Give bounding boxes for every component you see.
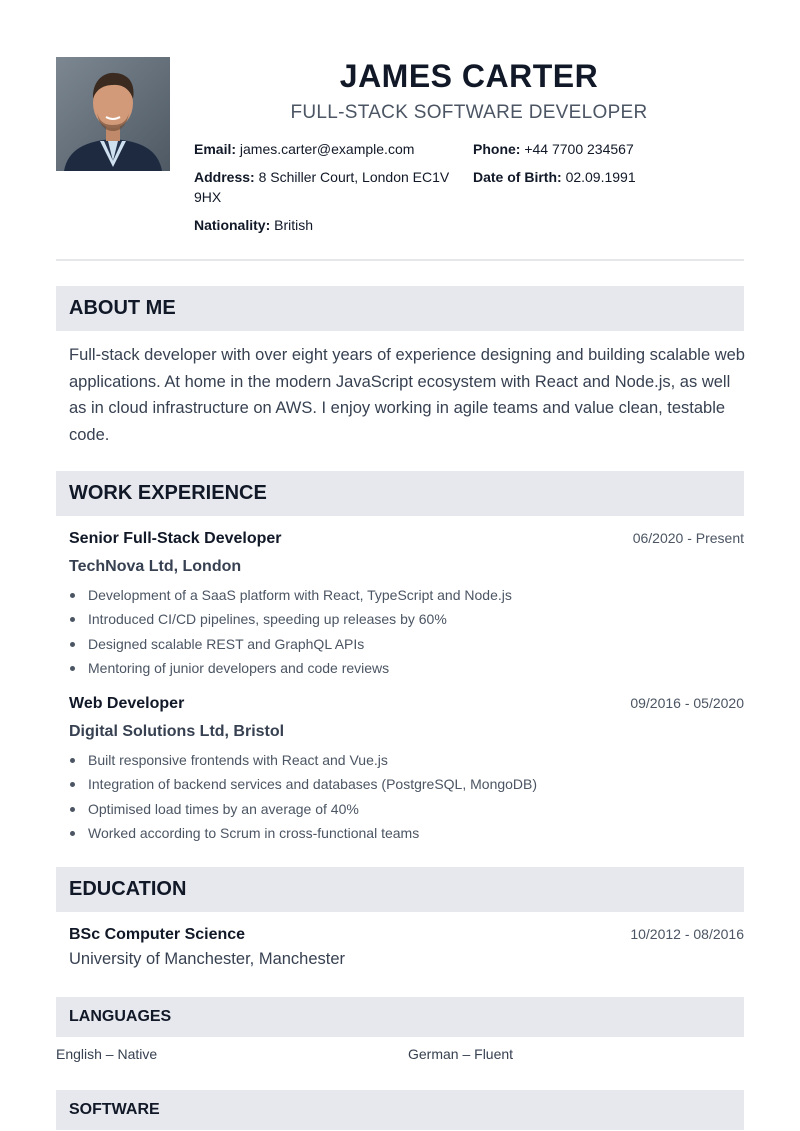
job-bullet: Designed scalable REST and GraphQL APIs (69, 632, 512, 656)
contact-phone (473, 139, 634, 159)
section-heading-education: EDUCATION (56, 867, 744, 912)
phone-value: +44 7700 234567 (524, 141, 634, 157)
contact-dob (473, 167, 636, 187)
contact-address (194, 167, 466, 207)
section-heading-experience: WORK EXPERIENCE (56, 471, 744, 516)
education-school: University of Manchester, Manchester (69, 950, 346, 968)
dob-label: Date of Birth: (473, 169, 562, 185)
language-item: English – Native (56, 1046, 158, 1062)
job-date: 06/2020 - Present (632, 530, 744, 546)
nationality-value: British (274, 217, 314, 233)
profile-photo (56, 57, 170, 171)
language-item: German – Fluent (408, 1046, 514, 1062)
phone-label: Phone: (473, 141, 521, 157)
job-bullets (69, 583, 512, 681)
job-title: Senior Full-Stack Developer (69, 530, 282, 547)
job-bullet: Integration of backend services and databases (PostgreSQL, MongoDB) (69, 772, 537, 796)
header-divider (56, 259, 744, 261)
dob-value: 02.09.1991 (565, 169, 636, 185)
address-value: 8 Schiller Court, London EC1V 9HX (194, 169, 450, 205)
job-company: TechNova Ltd, London (69, 558, 242, 575)
about-text: Full-stack developer with over eight years of experience designing and building scalable web applications. At home in the modern JavaScript ecosystem with React and Node.js, as well as in cloud infrastructure on AWS. I enjoy working in agile teams and value clean, testable code. (69, 346, 745, 444)
job-bullet: Worked according to Scrum in cross-functional teams (69, 821, 537, 845)
job-bullet: Built responsive frontends with React and Vue.js (69, 748, 537, 772)
email-label: Email: (194, 141, 237, 157)
job-company: Digital Solutions Ltd, Bristol (69, 723, 285, 740)
job-bullet: Introduced CI/CD pipelines, speeding up releases by 60% (69, 607, 512, 631)
section-heading-languages: LANGUAGES (56, 997, 744, 1037)
section-heading-software: SOFTWARE (56, 1090, 744, 1130)
job-bullet: Mentoring of junior developers and code reviews (69, 656, 512, 680)
job-bullet: Optimised load times by an average of 40% (69, 797, 537, 821)
contact-nationality (194, 215, 313, 235)
email-value: james.carter@example.com (239, 141, 415, 157)
job-bullets (69, 748, 537, 846)
contact-email (194, 139, 414, 159)
candidate-title: FULL-STACK SOFTWARE DEVELOPER (290, 102, 648, 123)
nationality-label: Nationality: (194, 217, 271, 233)
address-label: Address: (194, 169, 255, 185)
job-title: Web Developer (69, 695, 185, 712)
job-date: 09/2016 - 05/2020 (630, 695, 744, 711)
section-heading-about: ABOUT ME (56, 286, 744, 331)
education-degree: BSc Computer Science (69, 926, 246, 943)
candidate-name: JAMES CARTER (339, 58, 599, 94)
job-bullet: Development of a SaaS platform with React, TypeScript and Node.js (69, 583, 512, 607)
education-date: 10/2012 - 08/2016 (630, 926, 744, 942)
